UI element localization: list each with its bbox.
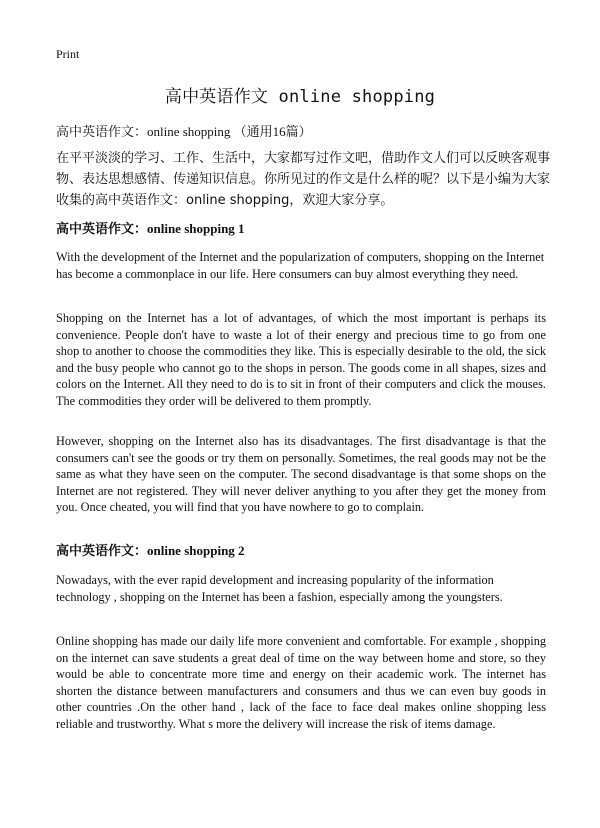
paragraph: However, shopping on the Internet also has its disadvantages. The first disadvantage is that the consumers can't see the goods or try them on personally. Sometimes, the real goods may not be the same as what they have seen on the computer. The second disadvantage is that some shops on the Internet are not registered. They will never deliver anything to you after they get the money from you. Once cheated, you will find that you have nowhere to go to complain.	[56, 434, 546, 515]
paragraph: Nowadays, with the ever rapid development and increasing popularity of the information technology , shopping on the Internet has been a fashion, especially among the youngsters.	[56, 573, 503, 604]
page-title: 高中英语作文 online shopping	[164, 87, 436, 107]
paragraph: Shopping on the Internet has a lot of advantages, of which the most important is perhaps its convenience. People don't have to waste a lot of their energy and precious time to go from one shop to another to choose the commodities they like. This is especially desirable to the old, the sick and the busy people who cannot go to the shops in person. The goods come in all shapes, sizes and colors on the Internet. All they need to do is to sit in front of their computers and click the mouses. The commodities they order will be delivered to them promptly.	[56, 311, 546, 408]
print-label[interactable]: Print	[56, 47, 80, 61]
section-heading: 高中英语作文：online shopping 1	[56, 221, 245, 236]
subtitle: 高中英语作文：online shopping （通用16篇）	[56, 124, 312, 139]
section-heading: 高中英语作文：online shopping 2	[56, 543, 245, 558]
intro-paragraph: 在平平淡淡的学习、工作、生活中，大家都写过作文吧，借助作文人们可以反映客观事物、表达思想感情、传递知识信息。你所见过的作文是什么样的呢？以下是小编为大家收集的高中英语作文：online shopping，欢迎大家分享。	[56, 151, 551, 208]
paragraph: Online shopping has made our daily life more convenient and comfortable. For example , shopping on the internet can save students a great deal of time on the way between home and store, so they would be able to concentrate more time and energy on their academic work. The internet has shorten the distance between manufacturers and consumers and thus we can even buy goods in other countries .On the other hand , lack of the face to face deal makes online shopping less reliable and trustworthy. What s more the delivery will increase the risk of items damage.	[56, 634, 546, 731]
paragraph: With the development of the Internet and the popularization of computers, shopping on the Internet has become a commonplace in our life. Here consumers can buy almost everything they need.	[56, 250, 545, 281]
